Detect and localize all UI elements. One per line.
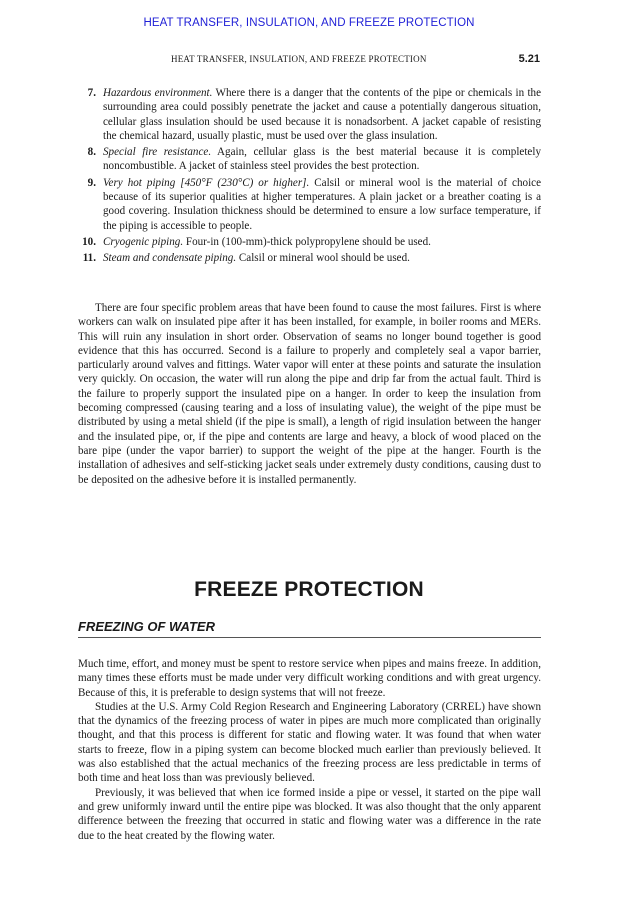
list-item-text: Calsil or mineral wool should be used. bbox=[236, 252, 410, 265]
problem-areas-section bbox=[78, 301, 541, 487]
list-item-term: Special fire resistance. bbox=[103, 146, 212, 159]
document-banner: HEAT TRANSFER, INSULATION, AND FREEZE PROTECTION bbox=[143, 17, 475, 29]
subsection-title: FREEZING OF WATER bbox=[78, 619, 215, 634]
list-item bbox=[78, 176, 541, 233]
list-item-number: 10. bbox=[82, 235, 96, 248]
list-item-text: Where there is a danger that the contents of the pipe or chemicals in the surrounding area could possibly penetrate the jacket and cause a potentially dangerous situation, cellular glass insulation should be used because it is nonadsorbent. A jacket capable of resisting the chemical hazard, usually plastic, must be used over the glass insulation. bbox=[103, 87, 542, 142]
list-item bbox=[78, 251, 541, 265]
list-item-text: Again, cellular glass is the best material because it is completely noncombustible. A jacket of stainless steel provides the best protection. bbox=[103, 146, 541, 173]
list-item-term: Steam and condensate piping. bbox=[103, 252, 237, 265]
subsection-header bbox=[78, 619, 541, 638]
insulation-recommendation-list bbox=[78, 86, 541, 268]
running-head bbox=[78, 53, 540, 67]
subsection-rule bbox=[78, 637, 541, 638]
list-item-number: 7. bbox=[87, 87, 96, 99]
section-title: FREEZE PROTECTION bbox=[194, 578, 424, 601]
page-number: 5.21 bbox=[518, 53, 540, 65]
list-item-term: Hazardous environment. bbox=[103, 87, 213, 99]
list-item-term: Cryogenic piping. bbox=[103, 235, 184, 248]
list-item-text: Calsil or mineral wool is the material of choice because of its superior qualities at higher temperatures. A plain jacket or a breather coating is a good covering. Insulation thickness should be determined to ensure a low surface temperature, if the piping is accessible to people. bbox=[103, 176, 541, 232]
list-item-number: 11. bbox=[82, 252, 96, 265]
problem-areas-paragraph: There are four specific problem areas that have been found to cause the most failures. First is where workers can walk on insulated pipe after it has been installed, for example, in boiler rooms and MERs. This will ruin any insulation in short order. Observation of seams no longer bound together is good evidence that this has occurred. Second is a failure to properly and completely seal a vapor barrier, particularly around valves and fittings. Water vapor will enter at these points and saturate the insulation very quickly. On occasion, the water will run along the pipe and drip far from the actual fault. Third is the failure to properly support the insulated pipe on a hanger. In order to keep the insulation from becoming compressed (causing tearing and a loss of insulating value), the weight of the pipe must be distributed by using a metal shield (if the pipe is small), a length of rigid insulation between the hanger and the insulated pipe, or, if the pipe and contents are large and heavy, a block of wood placed on the bare pipe (under the vapor barrier) to support the weight of the pipe at the hanger. Fourth is the installation of adhesives and self-sticking jacket seals under extremely dusty conditions, causing dust to be deposited on the adhesive before it is installed permanently. bbox=[78, 302, 541, 486]
list-item bbox=[78, 86, 541, 143]
body-paragraph: Studies at the U.S. Army Cold Region Research and Engineering Laboratory (CRREL) have shown that the dynamics of the freezing process of water in pipes are much more complicated than originally thought, and that this process is different for static and flowing water. It was found that when water starts to freeze, flow in a piping system can become blocked much earlier than previously believed. It was also established that the actual mechanics of the freezing process are less predictable in terms of both time and heat loss than was previously believed. bbox=[78, 700, 541, 785]
freezing-of-water-body bbox=[78, 657, 541, 843]
list-item bbox=[78, 235, 541, 249]
list-item-term: Very hot piping [450°F (230°C) or higher]. bbox=[103, 176, 310, 189]
body-paragraph: Much time, effort, and money must be spent to restore service when pipes and mains freeze. In addition, many times these efforts must be made under very difficult working conditions and with great urgency. Because of this, it is preferable to design systems that will not freeze. bbox=[78, 658, 541, 699]
list-item-number: 8. bbox=[87, 146, 96, 159]
running-head-title: HEAT TRANSFER, INSULATION, AND FREEZE PROTECTION bbox=[171, 54, 427, 64]
list-item bbox=[78, 145, 541, 174]
list-item-number: 9. bbox=[87, 176, 96, 189]
list-item-text: Four-in (100-mm)-thick polypropylene should be used. bbox=[183, 235, 431, 248]
body-paragraph: Previously, it was believed that when ice formed inside a pipe or vessel, it started on the pipe wall and grew uniformly inward until the entire pipe was blocked. It was also thought that the only apparent difference between the freezing that occurred in static and flowing water was a difference in the rate due to the heat created by the flowing water. bbox=[78, 786, 541, 842]
